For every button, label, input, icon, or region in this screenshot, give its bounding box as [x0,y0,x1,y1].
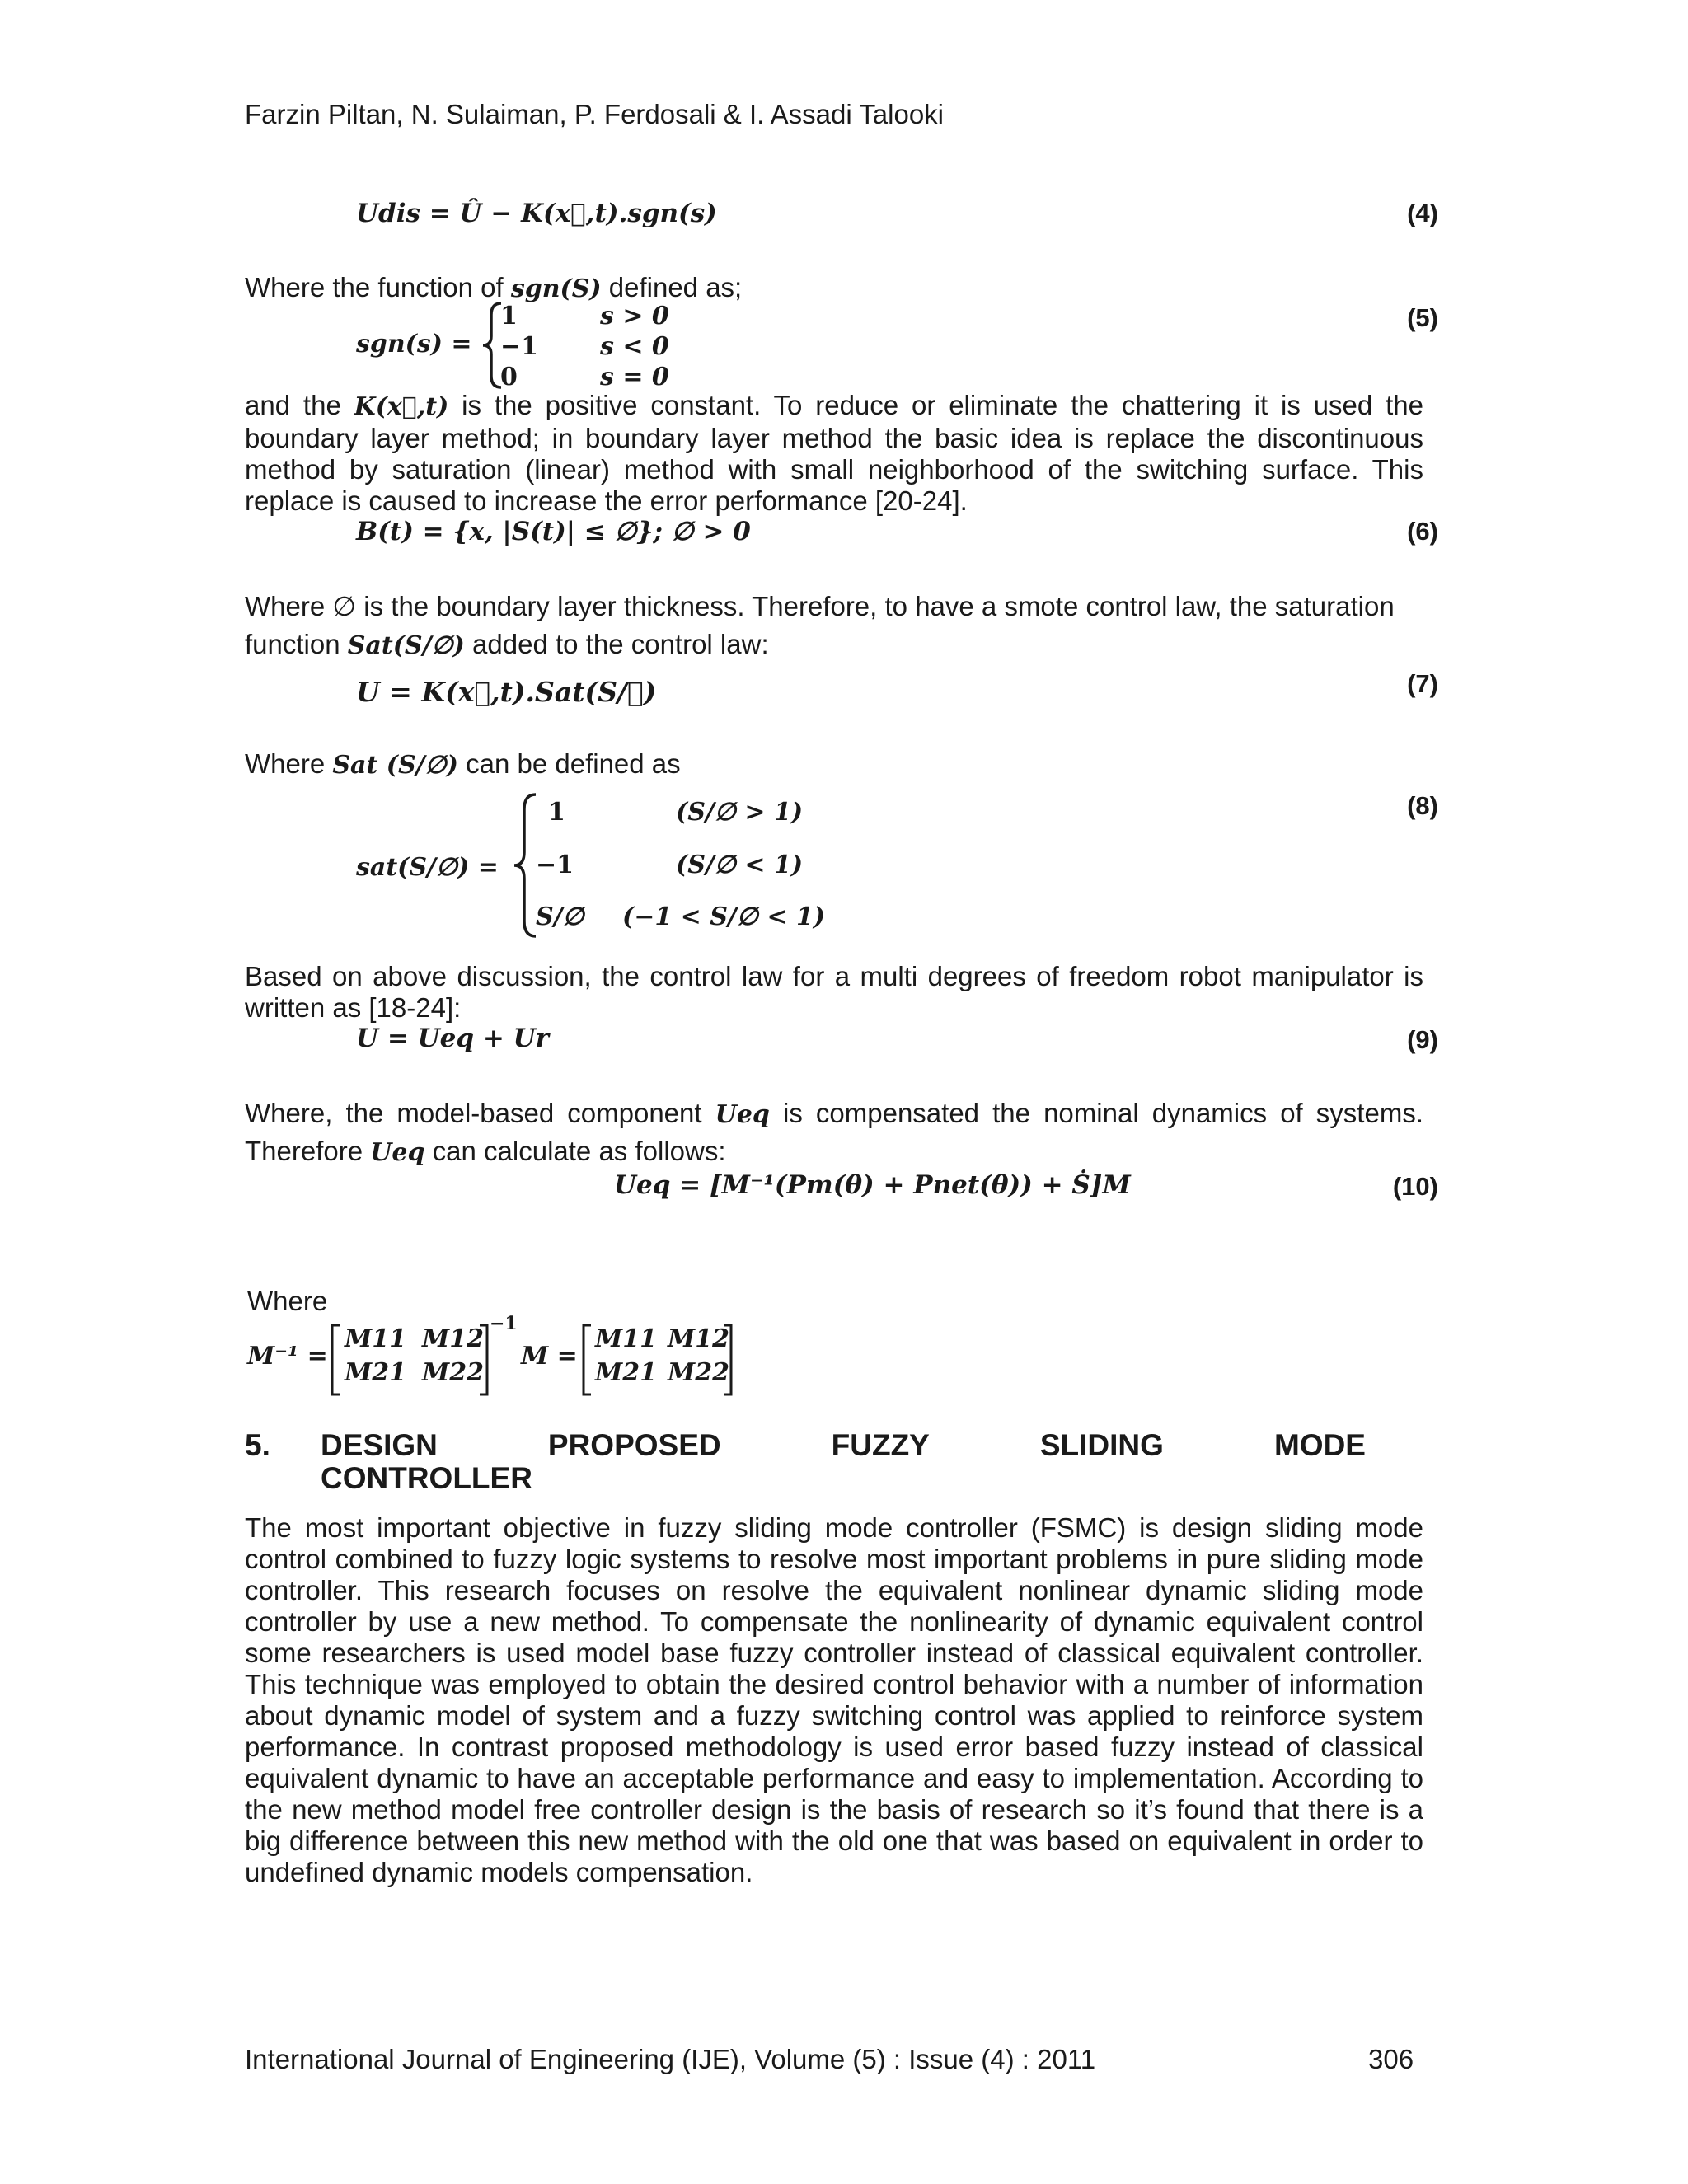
constant-k-paragraph [245,390,1423,517]
m-label: M = [521,1342,578,1371]
section-word-2: PROPOSED [547,1428,721,1462]
minv-m22: M22 [422,1358,484,1387]
equation-7-number: (7) [1407,669,1438,698]
section-heading [245,1428,1366,1496]
eq5-cond-2: s < 0 [600,332,669,361]
eq8-cond-2: (S/∅ < 1) [676,851,804,879]
minv-bracket-left [330,1323,341,1397]
equation-9-number: (9) [1407,1025,1438,1054]
model-based-line-1b: is compensated the nominal dynamics of systems. [782,1098,1423,1128]
eq5-case-1: 1 [500,302,518,330]
boundary-thickness-line-1: Where ∅ is the boundary layer thickness. Therefore, to have a smote control law, the saturation [245,591,1395,621]
footer-page-number: 306 [1368,2044,1414,2074]
eq5-cond-3: s = 0 [600,363,669,391]
equation-9: U = Ueq + Ur [356,1024,549,1053]
equation-8-number: (8) [1407,791,1438,820]
equation-4-number: (4) [1407,199,1438,227]
sat-define-a: Where [245,748,326,779]
equation-6-number: (6) [1407,517,1438,546]
section-body: The most important objective in fuzzy sliding mode controller (FSMC) is design sliding mode control combined to fuzzy logic systems to resolve most important problems in pure sliding mode controller. This research focuses on resolve the equivalent nonlinear dynamic sliding mode controller by use a new method. To compensate the nonlinearity of dynamic equivalent control some researchers is used model base fuzzy controller instead of classical equivalent controller. This technique was employed to obtain the desired control behavior with a number of information about dynamic model of system and a fuzzy switching control was applied to reinforce system performance. In contrast proposed methodology is used error based fuzzy instead of classical equivalent dynamic to have an acceptable performance and easy to implementation. According to the new method model free controller design is the basis of research so it’s found that there is a big difference between this new method with the old one that was based on equivalent in order to undefined dynamic models compensation. [245,1512,1423,1887]
eq5-case-2: −1 [500,332,539,361]
section-word-3: FUZZY [831,1428,930,1462]
function-word: function [245,629,340,659]
model-based-line-2a: Therefore [245,1136,363,1166]
constant-k-rest: boundary layer method; in boundary layer method the basic idea is replace the discontinuous method by saturation (linear) method with small neighborhood of the switching surface. This replace is caused to increase the error performance [20-24]. [245,423,1423,516]
boundary-thickness-line-2 [245,629,1423,662]
sgn-symbol: sgn(S) [510,274,602,303]
m-m12: M12 [668,1324,729,1353]
constant-k-line-1a: and the [245,390,341,420]
sat-define-symbol: Sat (S/∅) [332,751,458,780]
sat-define-text [245,748,681,781]
eq8-cond-3: (−1 < S/∅ < 1) [622,902,826,931]
running-header-authors: Farzin Piltan, N. Sulaiman, P. Ferdosali & I. Assadi Talooki [245,99,945,129]
ueq-symbol-1: Ueq [715,1100,770,1129]
eq5-lhs: sgn(s) = [356,330,472,359]
model-based-line-1 [245,1098,1423,1131]
minv-bracket-right [478,1323,490,1397]
section-title-line-2: CONTROLLER [321,1461,532,1495]
minv-exponent: −1 [490,1313,518,1334]
ueq-symbol-2: Ueq [370,1138,425,1167]
m-m21: M21 [595,1358,657,1387]
model-based-line-2 [245,1136,1423,1169]
equation-10: Ueq = [M⁻¹(Pm(θ) + Pnet(θ)) + Ṡ]M [614,1170,1131,1200]
boundary-thickness-paragraph [245,591,1423,662]
minv-m12: M12 [422,1324,484,1353]
minv-m21: M21 [345,1358,406,1387]
sgn-intro-b: defined as; [608,272,743,302]
section-number: 5. [245,1428,270,1462]
sat-symbol: Sat(S/∅) [347,631,465,660]
equation-10-number: (10) [1392,1172,1438,1201]
m-m11: M11 [595,1324,657,1353]
section-title-line-1 [321,1428,1366,1463]
m-bracket-left [581,1323,593,1397]
section-word-1: DESIGN [321,1428,438,1462]
equation-4: Udis = Û − K(x⃗,t).sgn(s) [356,199,717,228]
added-to-law: added to the control law: [472,629,769,659]
section-word-4: SLIDING [1039,1428,1164,1462]
equation-7: U = K(x⃗,t).Sat(S/∅) [356,676,657,708]
eq8-case-3: S/∅ [536,902,584,931]
eq8-case-1: 1 [548,798,565,827]
constant-k-line-1b: is the positive constant. To reduce or eliminate the chattering it is used the [462,390,1423,420]
eq8-cond-1: (S/∅ > 1) [676,798,804,827]
k-symbol: K(x⃗,t) [354,392,449,421]
model-based-paragraph [245,1098,1423,1169]
sat-define-b: can be defined as [466,748,681,779]
constant-k-line-1 [245,390,1423,423]
section-word-5: MODE [1273,1428,1366,1462]
eq8-brace [511,791,539,940]
eq8-lhs: sat(S/∅) = [356,853,499,882]
minv-m11: M11 [345,1324,406,1353]
minv-label: M⁻¹ = [247,1342,328,1371]
m-m22: M22 [668,1358,729,1387]
eq5-cond-1: s > 0 [600,302,669,330]
footer-journal: International Journal of Engineering (IJE), Volume (5) : Issue (4) : 2011 [245,2044,1096,2074]
control-law-paragraph: Based on above discussion, the control law for a multi degrees of freedom robot manipulator is written as [18-24]: [245,961,1423,1023]
m-bracket-right [722,1323,734,1397]
eq5-case-3: 0 [500,363,518,391]
model-based-line-1a: Where, the model-based component [245,1098,702,1128]
equation-6: B(t) = {x, |S(t)| ≤ ∅}; ∅ > 0 [356,517,751,546]
model-based-line-2b: can calculate as follows: [432,1136,726,1166]
equation-5-number: (5) [1407,303,1438,332]
sgn-intro-a: Where the function of [245,272,504,302]
where-matrices-text: Where [247,1286,328,1316]
eq8-case-2: −1 [536,851,574,879]
